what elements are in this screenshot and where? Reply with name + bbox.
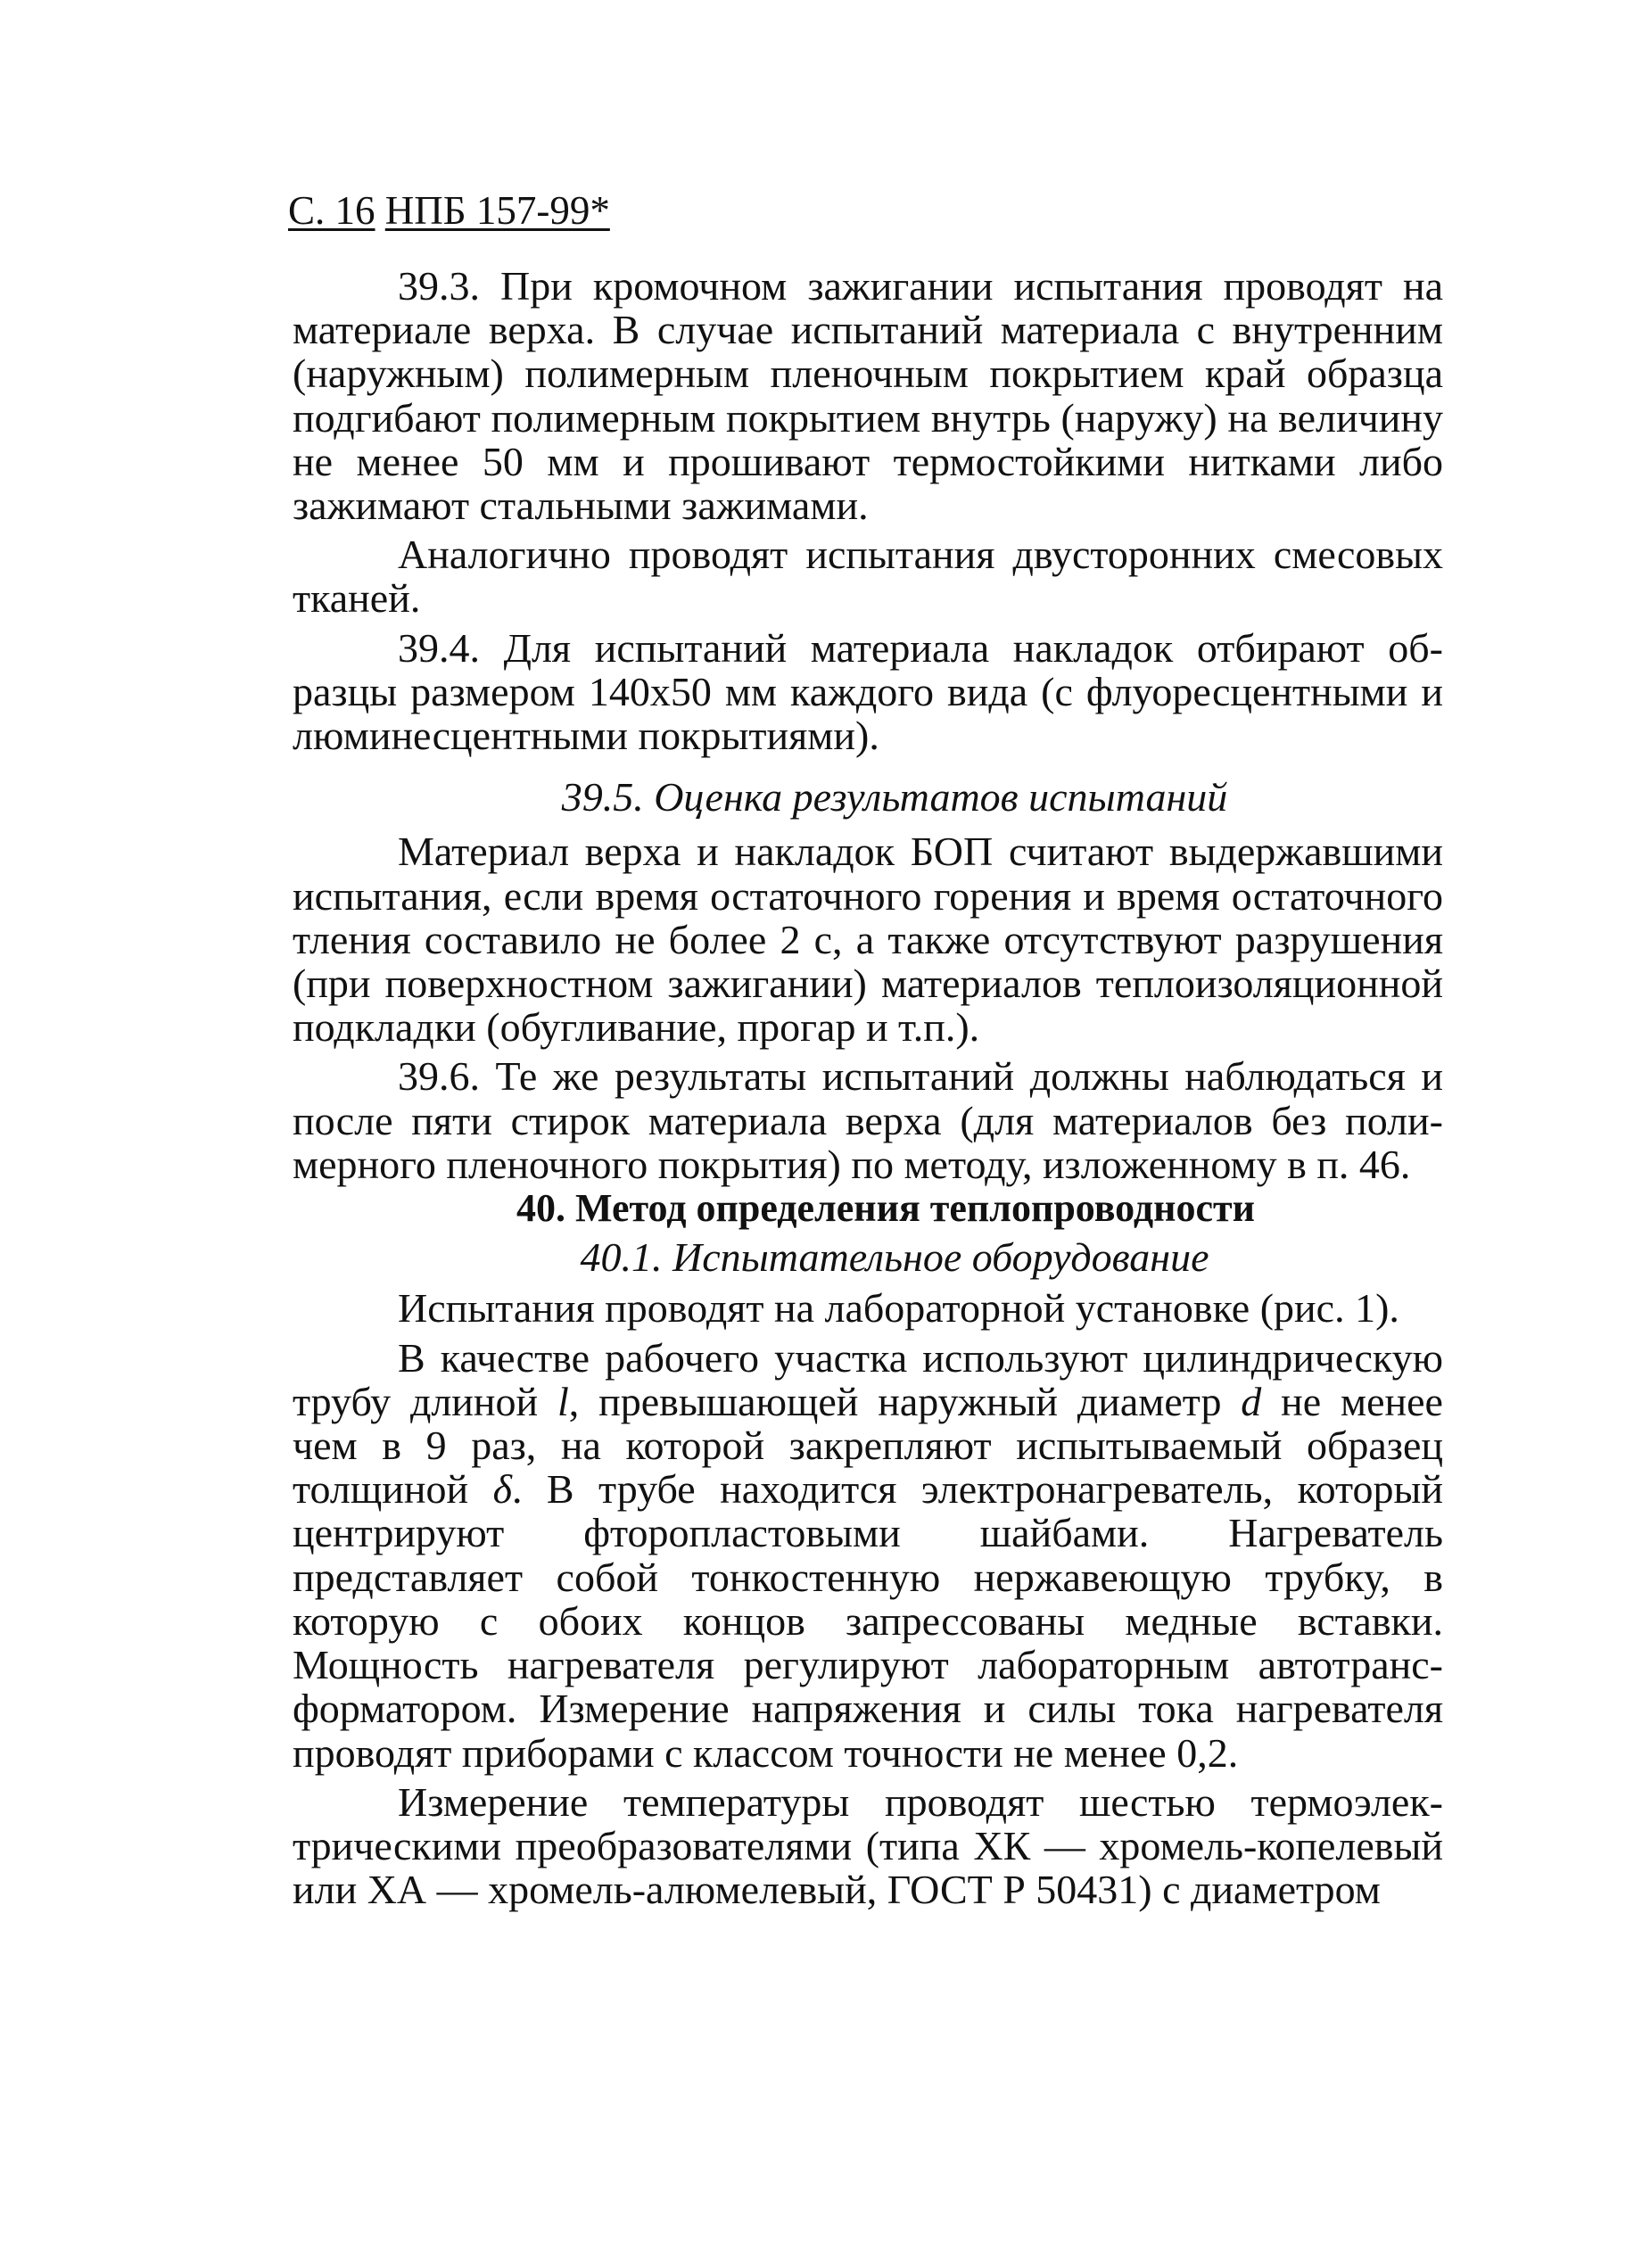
document-body xyxy=(293,264,1443,1911)
paragraph-39-6: 39.6. Те же результаты испытаний должны наблюдаться и после пяти стирок материала верха (для материалов без полимерного пленочного покрытия) по методу, изложенному в п. 46. xyxy=(293,1053,1443,1187)
page-number: С. 16 xyxy=(288,188,375,233)
text-segment: не менее чем в 9 раз, на которой закрепляют испытываемый образец толщиной xyxy=(293,1378,1443,1513)
paragraph-39-3: 39.3. При кромочном зажигании испытания проводят на материале верха. В случае испытаний материала с внутренним (наружным) полимерным пленочным покрытием край образца подгибают полимерным покрытием внутрь (наружу) на величину не менее 50 мм и прошивают термостойкими нитками либо зажимают стальными зажимами. xyxy=(293,263,1443,529)
symbol-thickness: δ xyxy=(492,1466,512,1513)
paragraph-40-1-a: Испытания проводят на лабораторной установке (рис. 1). xyxy=(398,1285,1399,1332)
text-segment: . В трубе находится электронагреватель, который центрируют фторопластовыми шайбами. Нагреватель представляет собой тонкостенную нержавеющую трубку, в которую с обоих концов запрессованы медные вставки. Мощность нагревателя регулируют лабораторным автотрансформатором. Измерение напряжения и силы тока нагревателя проводят приборами с классом точности не менее 0,2. xyxy=(293,1466,1444,1776)
section-title-40: 40. Метод определения теплопроводности xyxy=(516,1186,1255,1231)
paragraph-39-3-continued: Аналогично проводят испытания двусторонних смесовых тканей. xyxy=(293,532,1443,622)
symbol-diameter: d xyxy=(1241,1378,1262,1424)
text-segment: В качестве рабочего участка используют цилиндрическую трубу длиной xyxy=(293,1334,1443,1424)
paragraph-39-5: Материал верха и накладок БОП считают выдержавшими испытания, если время остаточного горения и время остаточного тления составило не более 2 с, а также отсутствуют разрушения (при поверхностном зажигании) материалов теплоизоляционной подкладки (обугливание, прогар и т.п.). xyxy=(293,829,1443,1051)
paragraph-39-4: 39.4. Для испытаний материала накладок отбирают образцы размером 140x50 мм каждого вида (с флуоресцентными и люминесцентными покрытиями). xyxy=(293,624,1443,759)
symbol-length: l xyxy=(557,1378,569,1424)
page-header xyxy=(288,186,610,235)
paragraph-40-1-c: Измерение температуры проводят шестью термоэлектрическими преобразователями (типа ХК — хромель-копелевый или ХА — хромель-алюмелевый, ГОСТ Р 50431) с диаметром xyxy=(293,1778,1443,1913)
paragraph-40-1-b xyxy=(293,1336,1443,1775)
subheading-40-1: 40.1. Испытательное оборудование xyxy=(580,1234,1209,1281)
text-segment: , превышающей наружный диаметр xyxy=(568,1378,1242,1424)
document-code: НПБ 157-99* xyxy=(384,188,610,233)
subheading-39-5: 39.5. Оценка результатов испытаний xyxy=(561,774,1228,821)
